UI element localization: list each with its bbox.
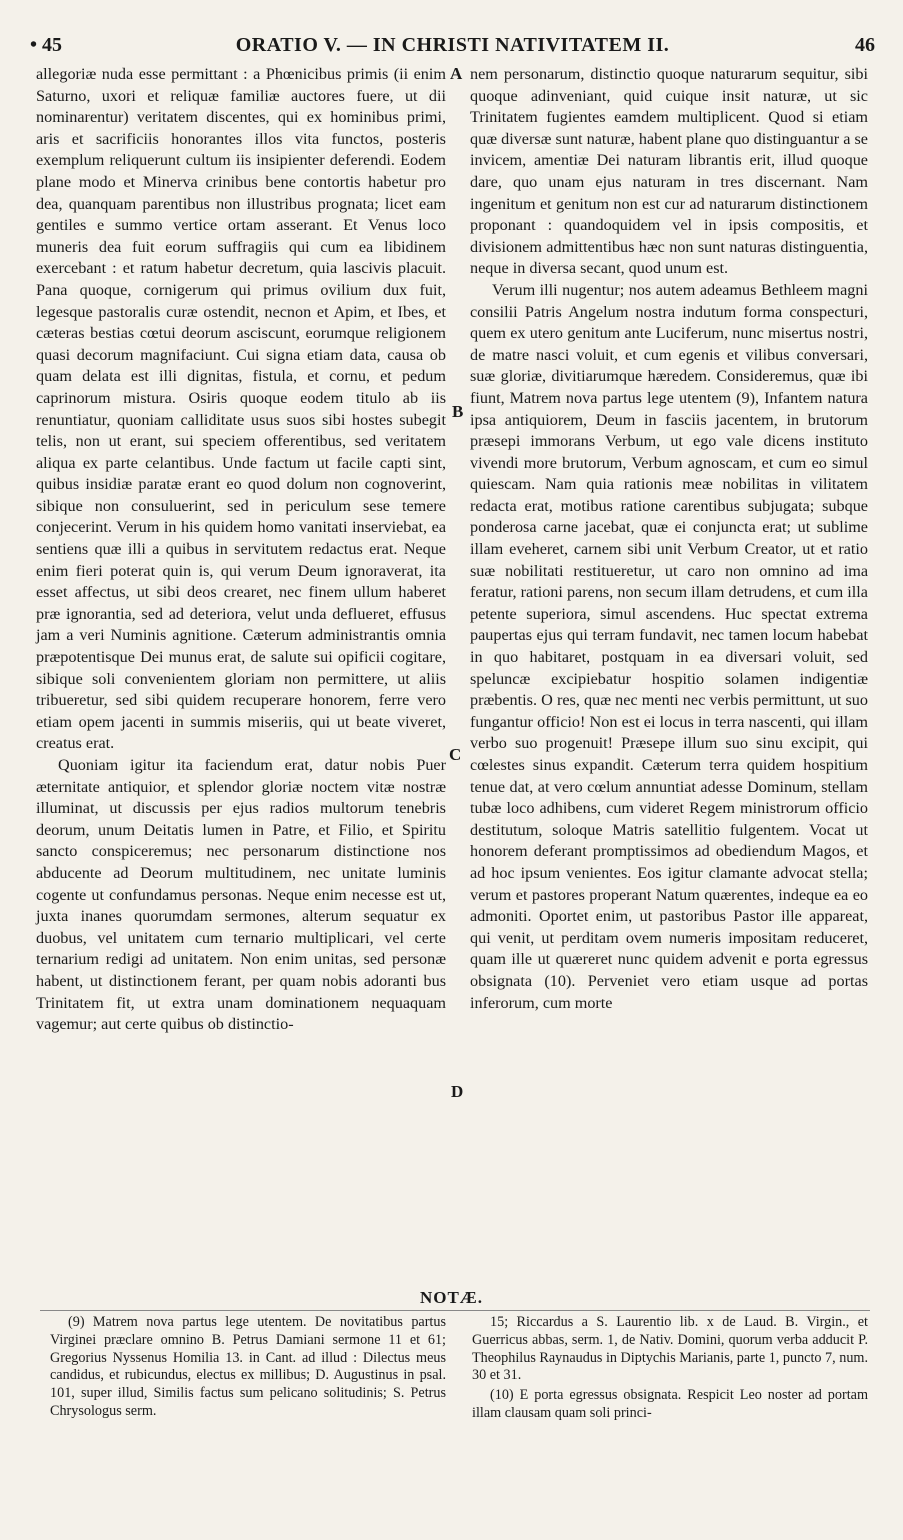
footnote: 15; Riccardus a S. Laurentio lib. x de Laud. B. Virgin., et Guerricus abbas, serm. 1, de Nativ. Domini, quorum verba adducit P. Theophilus Raynaudus in Diptychis Marianis, parte 1, puncto 7, num. 30 et 31. xyxy=(472,1314,869,1384)
footnote: (9) Matrem nova partus lege utentem. De novitatibus partus Virginei præclare omnino B. Petrus Damiani sermone 11 et 61; Gregorius Nyssenus Homilia 13. in Cant. ad illud : Dilectus meus candidus, et rubicundus, electus ex millibus; D. Augustinus in psal. 101, super illud, Similis factus sum pelicano solitudinis; S. Petrus Chrysologus serm. xyxy=(50,1314,446,1419)
left-column xyxy=(36,64,446,1036)
paragraph: nem personarum, distinctio quoque naturarum sequitur, sibi quoque adinveniant, quid cuique insit naturæ, ut sic Trinitatem fugientes eamdem multiplicent. Quod si etiam quæ diversæ sunt naturæ, habent plane quo distinguantur a se invicem, amentiæ Dei naturam librantis erit, illud quoque dare, quo unam ejus naturam in tres discernant. Nam ingenitum et genitum non est cur ad naturarum distinctionem proponant : quandoquidem vel in ipsis compositis, et divisionem admittentibus hæc non sunt naturas distinguentia, neque in diversa secant, quod unum est. xyxy=(470,65,868,278)
section-marker-a: A xyxy=(450,64,463,83)
notes-divider xyxy=(40,1310,870,1311)
section-marker-b: B xyxy=(452,402,464,421)
section-marker-c: C xyxy=(449,745,462,764)
notes-left-column xyxy=(50,1314,446,1421)
paragraph: Verum illi nugentur; nos autem adeamus Bethleem magni consilii Patris Angelum nostra indutum forma conspecturi, quem ex utero genitum ante Luciferum, nunc misertus nostri, de matre nasci voluit, et cum egenis et vilibus conversari, suæ gloriæ, divitiarumque hæredem. Consideremus, quæ ibi fiunt, Matrem nova partus lege utentem (9), Infantem natura ipsa antiquiorem, Deum in fasciis jacentem, in brutorum præsepi immorans Verbum, ut ego vale dicens instituto vivendi more brutorum, Verbum agnoscam, et cum eo simul quiescam. Nam quia rationis meæ nobilitas in vilitatem redacta erat, motibus ratione carentibus subjugata; subque ponderosa carne jacebat, quæ ei conjuncta erat; ut sublime illam eveheret, carnem sibi unit Verbum Creator, ut et ratio suæ nobilitati restitueretur, ut caro non omnino ad ima feratur, rationi parens, non secum illam detrudens, et cum illa petente superiora, simul ascendens. Huc spectat extrema paupertas ejus qui terram fundavit, nec tamen locum habebat in quo habitaret, postquam in ea diversari voluit, sed speluncæ excipiebatur hospitio solamen indigentiæ præbentis. O res, quæ nec menti nec verbis permittunt, ut suo fungantur officio! Non est ei locus in terra nascenti, qui illam verbo suo progenuit! Præsepe illum suo sinu excipit, qui cœlestes sinus expandit. Cæterum terra quidem hospitium tenue dat, at vero cœlum annuntiat adesse Dominum, stellam tubæ loco adhibens, cum videret Regem ministrorum officio destitutum, soloque Matris satellitio fulgentem. Vocat ut honorem deferant promptissimos ad obediendum Magos, et ad hoc ipsum venientes. Eos igitur clamante advocat stella; verum et pastores properant Natum quærentes, indeque ea eo admoniti. Oportet enim, ut pastoribus Pastor ille appareat, qui venit, ut perditam ovem numeris impositam reduceret, quam ille ut quæreret nunc quidem advenit e porta egressus obsignata (10). Perveniet vero etiam usque ad portas inferorum, cum morte xyxy=(470,280,868,1012)
section-marker-d: D xyxy=(451,1082,464,1101)
footnote: (10) E porta egressus obsignata. Respicit Leo noster ad portam illam clausam quam soli princi- xyxy=(472,1387,868,1421)
page-number-right: 46 xyxy=(855,34,875,56)
notes-right-column xyxy=(472,1314,868,1423)
paragraph: allegoriæ nuda esse permittant : a Phœnicibus primis (ii enim Saturno, uxori et reliquæ familiæ auctores fuere, ut dii nominarentur) veritatem discentes, qui ex hominibus primi, aris et sacrificiis honorantes illos vita functos, posteris exemplum reliquerunt cultum iis insipienter deferendi. Eodem plane modo et Minerva crinibus bene contortis habetur pro dea, quanquam parentibus non illustribus prognata; licet eam gentiles e summo vertice ortam asserant. Et Venus loco muneris dea fuit eorum suffragiis qui cum ea libidinem exercebant : et ratum habetur decretum, quia lascivis placuit. Pana quoque, cornigerum qui primus ovilium dux fuit, legesque pastoralis curæ ostendit, necnon et Apim, et Ibes, et cæteras bestias cœtui deorum asciscunt, eorumque religionem quasi decorum magnifaciunt. Cui signa etiam data, causa ob quam delata est illi dignitas, fistula, et cornu, et pedum caprinorum mistura. Osiris quoque eodem titulo ab iis renuntiatur, quoniam calliditate usus suos sibi hostes subegit telis, non ut erant, sui speciem offerentibus, sed veritatem aliqua ex parte celantibus. Unde factum ut facile capti sint, quibus insidiæ paratæ erant eo quod dolum non cognoverint, sibique non consuluerint, sed in periculum sese temere conjecerint. Verum in his quidem homo vanitati inserviebat, ea sentiens quæ illi a quibus in servitutem redactus erat. Neque enim fieri poterat quin is, qui verum Deum ignoraverat, ita esset affectus, ut sibi deos crearet, nec finem ullum haberet præ ignorantia, sed ad deteriora, velut unda deflueret, effusus jam a veri Numinis agnitione. Cæterum administrantis omnia præpotentisque Dei munus erat, de salute sui opificii cogitare, sibique soli convenientem gloriam non permittere, ut aliis tribueretur, sed sibi quidem recuperare honorem, ferre vero etiam opem jacenti in summis miseriis, qui ut beate viveret, creatus erat. xyxy=(36,65,446,753)
running-header xyxy=(30,34,875,62)
running-title: ORATIO V. — IN CHRISTI NATIVITATEM II. xyxy=(235,34,670,56)
notes-heading: NOTÆ. xyxy=(419,1288,484,1307)
paragraph: Quoniam igitur ita faciendum erat, datur nobis Puer æternitate antiquior, et splendor gloriæ noctem vitæ nostræ illuminat, ut discussis per ejus radios multorum tenebris deorum, unum Deitatis lumen in Patre, et Filio, et Spiritu sancto conspiceremus; nec personarum distinctione nos abducente ad Deorum multitudinem, nec unitate luminis cogente ut confundamus personas. Neque enim necesse est ut, juxta inanes quorumdam sermones, alterum sequatur ex duobus, vel unitatem cum ternario multiplicari, vel certe ternarium redigi ad unitatem. Non enim unitas, sed personæ habent, ut distinctionem ferant, per quam nobis adoranti bus Trinitatem fit, ut extra unam dominationem nequaquam vagemur; aut certe quibus ob distinctio- xyxy=(36,756,446,1034)
page-number-left: • 45 xyxy=(30,34,63,56)
right-column xyxy=(470,64,868,1014)
